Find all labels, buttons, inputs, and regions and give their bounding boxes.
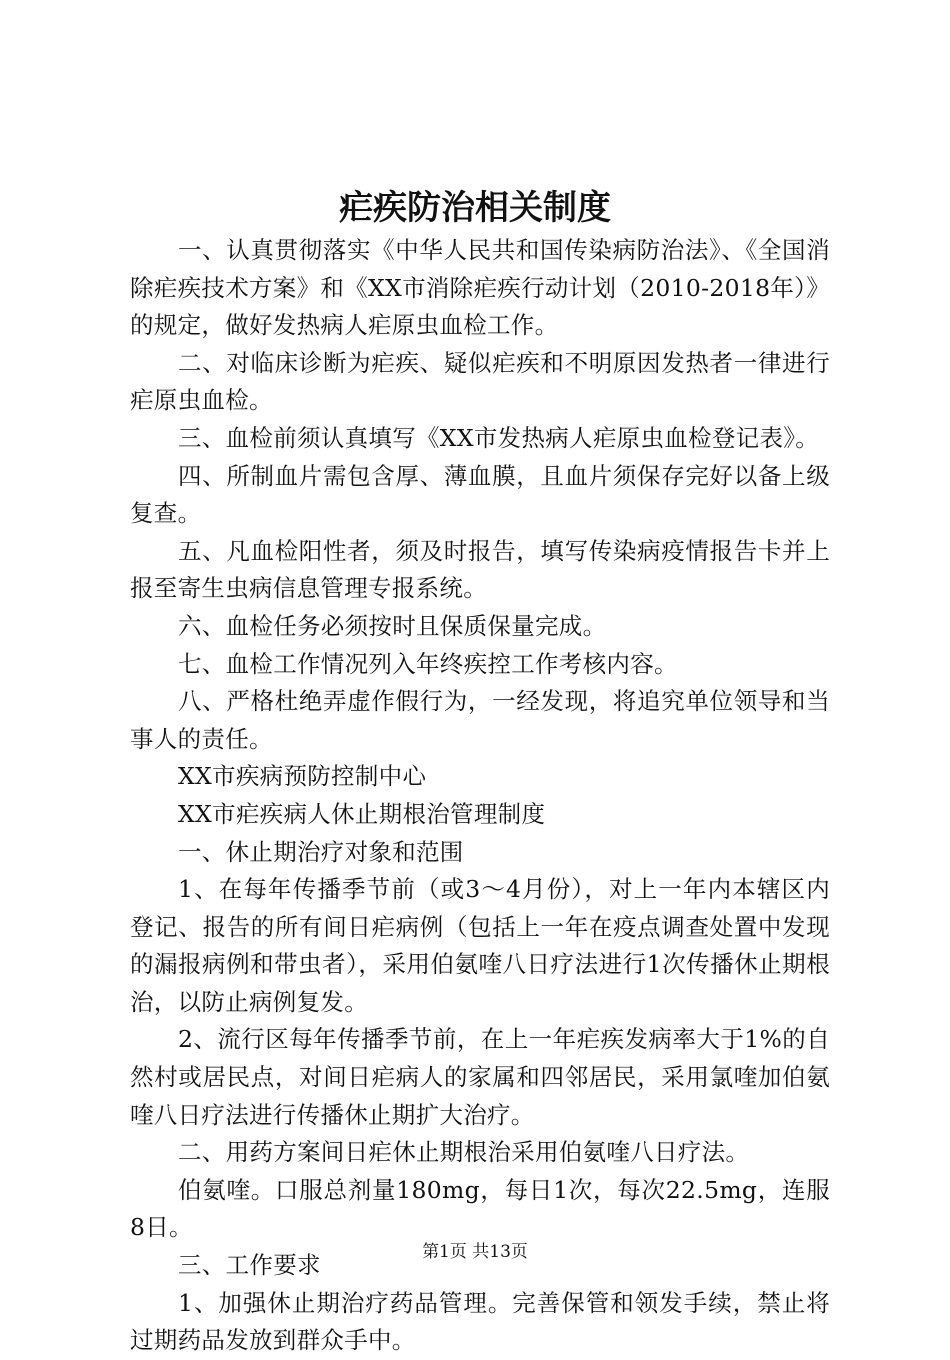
page-footer: 第1页 共13页 [422, 1242, 528, 1262]
document-title: 疟疾防治相关制度 [339, 188, 611, 228]
paragraph: 六、血检任务必须按时且保质保量完成。 [178, 611, 607, 640]
paragraph: 一、休止期治疗对象和范围 [178, 837, 464, 866]
organization-name: XX市疾病预防控制中心 [178, 762, 427, 791]
paragraph: 2、流行区每年传播季节前，在上一年疟疾发病率大于1%的自然村或居民点，对间日疟病人的家属和四邻居民，采用氯喹加伯氨喹八日疗法进行传播休止期扩大治疗。 [130, 1025, 830, 1129]
paragraph: 一、认真贯彻落实《中华人民共和国传染病防治法》、《全国消除疟疾技术方案》和《XX市消除疟疾行动计划（2010-2018年）》的规定，做好发热病人疟原虫血检工作。 [130, 236, 830, 340]
paragraph: 三、血检前须认真填写《XX市发热病人疟原虫血检登记表》。 [178, 423, 820, 452]
paragraph: 四、所制血片需包含厚、薄血膜，且血片须保存完好以备上级复查。 [130, 461, 830, 528]
section-heading: XX市疟疾病人休止期根治管理制度 [178, 799, 546, 828]
paragraph: 五、凡血检阳性者，须及时报告，填写传染病疫情报告卡并上报至寄生虫病信息管理专报系统。 [130, 536, 830, 603]
paragraph: 七、血检工作情况列入年终疾控工作考核内容。 [178, 649, 678, 678]
paragraph: 伯氨喹。口服总剂量180mg，每日1次，每次22.5mg，连服8日。 [130, 1175, 830, 1242]
paragraph: 二、对临床诊断为疟疾、疑似疟疾和不明原因发热者一律进行疟原虫血检。 [130, 348, 830, 415]
paragraph: 八、严格杜绝弄虚作假行为，一经发现，将追究单位领导和当事人的责任。 [130, 687, 830, 753]
document-body [130, 232, 830, 1360]
paragraph: 1、加强休止期治疗药品管理。完善保管和领发手续，禁止将过期药品发放到群众手中。 [130, 1288, 830, 1355]
paragraph: 二、用药方案间日疟休止期根治采用伯氨喹八日疗法。 [178, 1138, 750, 1167]
paragraph: 三、工作要求 [178, 1251, 321, 1280]
paragraph: 1、在每年传播季节前（或3～4月份），对上一年内本辖区内登记、报告的所有间日疟病例（包括上一年在疫点调查处置中发现的漏报病例和带虫者），采用伯氨喹八日疗法进行1次传播休止期根治，以防止病例复发。 [130, 875, 830, 1016]
